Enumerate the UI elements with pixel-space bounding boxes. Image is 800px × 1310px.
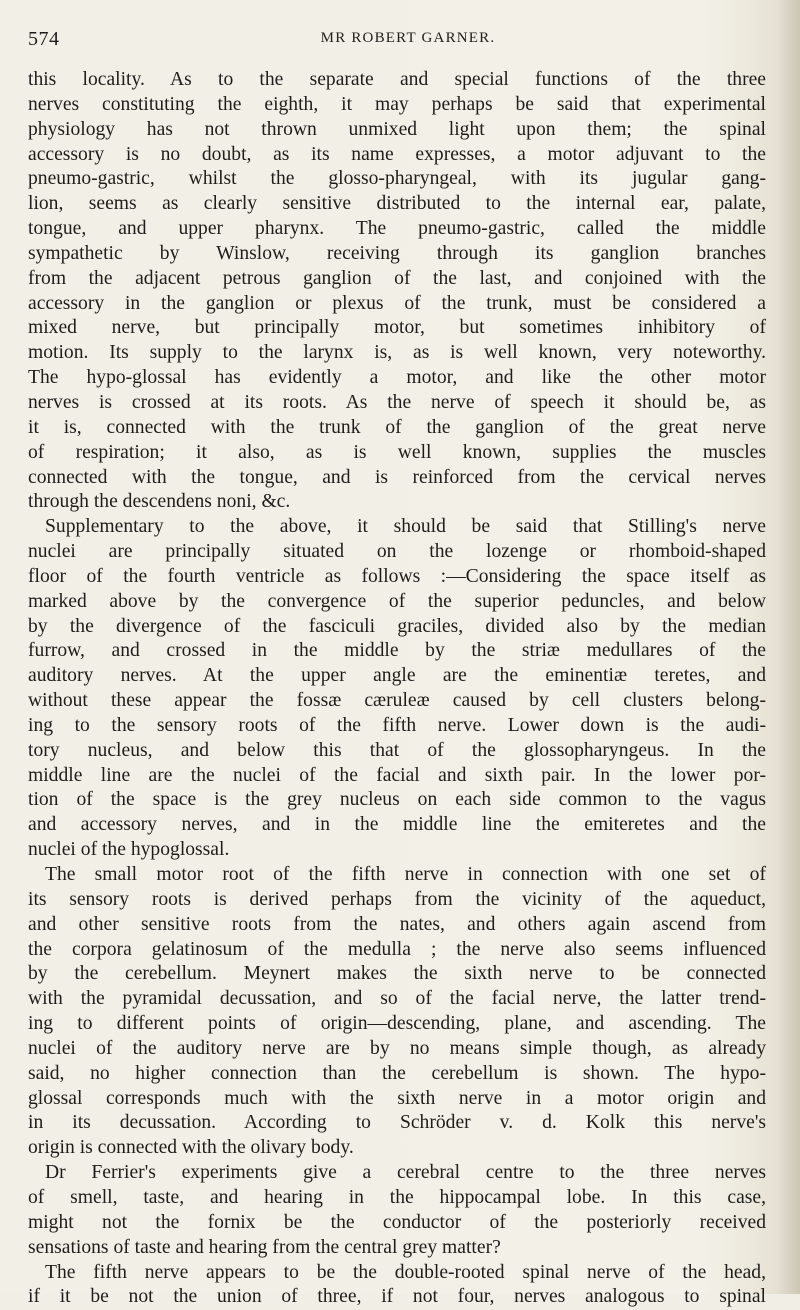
text-line: motion. Its supply to the larynx is, as is well known, very noteworthy. [28, 342, 766, 364]
text-line: nuclei of the hypoglossal. [28, 839, 230, 861]
text-line: tory nucleus, and below this that of the glossopharyngeus. In the [28, 739, 766, 761]
text-line: and other sensitive roots from the nates, and others again ascend from [28, 913, 766, 935]
body-text [28, 68, 766, 1310]
text-line: sensations of taste and hearing from the central grey matter? [28, 1236, 501, 1258]
text-line: ing to the sensory roots of the fifth nerve. Lower down is the audi- [28, 714, 766, 736]
text-line: from the adjacent petrous ganglion of the last, and conjoined with the [28, 267, 766, 289]
text-line: accessory in the ganglion or plexus of the trunk, must be considered a [28, 292, 766, 314]
text-line: by the cerebellum. Meynert makes the sixth nerve to be connected [28, 963, 766, 985]
text-line: if it be not the union of three, if not four, nerves analogous to spinal [28, 1286, 766, 1308]
text-line: tion of the space is the grey nucleus on each side common to the vagus [28, 789, 766, 811]
text-line: nuclei are principally situated on the lozenge or rhomboid-shaped [28, 541, 766, 563]
text-line: in its decussation. According to Schröder v. d. Kolk this nerve's [28, 1112, 766, 1134]
text-line: pneumo-gastric, whilst the glosso-pharyngeal, with its jugular gang- [28, 168, 766, 190]
text-line: physiology has not thrown unmixed light upon them; the spinal [28, 118, 766, 140]
running-head: MR ROBERT GARNER. [320, 30, 496, 46]
text-line: this locality. As to the separate and special functions of the three [28, 69, 766, 90]
paragraph-start: Dr Ferrier's experiments give a cerebral centre to the three nerves [45, 1162, 766, 1184]
text-line: furrow, and crossed in the middle by the striæ medullares of the [28, 640, 766, 662]
paragraph-start: The small motor root of the fifth nerve in connection with one set of [45, 864, 766, 885]
page-header [28, 28, 768, 54]
text-line: and accessory nerves, and in the middle line the emiteretes and the [28, 814, 766, 836]
text-line: nuclei of the auditory nerve are by no means simple though, as already [28, 1037, 766, 1059]
text-line: said, no higher connection than the cerebellum is shown. The hypo- [28, 1062, 766, 1084]
paragraph-start: The fifth nerve appears to be the double-rooted spinal nerve of the head, [45, 1261, 766, 1283]
text-line: it is, connected with the trunk of the ganglion of the great nerve [28, 416, 766, 438]
text-line: nerves constituting the eighth, it may perhaps be said that experimental [28, 93, 766, 115]
text-line: middle line are the nuclei of the facial and sixth pair. In the lower por- [28, 764, 766, 786]
text-line: its sensory roots is derived perhaps from the vicinity of the aqueduct, [28, 888, 766, 910]
page-edge-shadow [778, 0, 800, 1294]
text-line: nerves is crossed at its roots. As the nerve of speech it should be, as [28, 391, 766, 413]
paragraph-start: Supplementary to the above, it should be said that Stilling's nerve [45, 516, 766, 538]
text-line: The hypo-glossal has evidently a motor, and like the other motor [28, 367, 766, 389]
text-line: auditory nerves. At the upper angle are the eminentiæ teretes, and [28, 665, 766, 687]
text-line: through the descendens noni, &c. [28, 491, 291, 513]
text-line: mixed nerve, but principally motor, but sometimes inhibitory of [28, 317, 766, 339]
text-line: floor of the fourth ventricle as follows :—Considering the space itself as [28, 565, 766, 587]
text-line: with the pyramidal decussation, and so of the facial nerve, the latter trend- [28, 988, 766, 1010]
text-line: sympathetic by Winslow, receiving through its ganglion branches [28, 242, 766, 264]
text-line: might not the fornix be the conductor of the posteriorly received [28, 1211, 766, 1233]
text-line: tongue, and upper pharynx. The pneumo-gastric, called the middle [28, 218, 766, 240]
text-line: of smell, taste, and hearing in the hippocampal lobe. In this case, [28, 1186, 766, 1208]
page-number: 574 [28, 28, 60, 50]
text-line: ing to different points of origin—descending, plane, and ascending. The [28, 1013, 766, 1035]
text-line: origin is connected with the olivary body. [28, 1137, 354, 1159]
text-line: lion, seems as clearly sensitive distributed to the internal ear, palate, [28, 193, 766, 215]
text-line: accessory is no doubt, as its name expresses, a motor adjuvant to the [28, 143, 766, 165]
text-line: connected with the tongue, and is reinforced from the cervical nerves [28, 466, 766, 488]
text-line: marked above by the convergence of the superior peduncles, and below [28, 590, 766, 612]
text-line: the corpora gelatinosum of the medulla ; the nerve also seems influenced [28, 938, 766, 960]
text-line: of respiration; it also, as is well known, supplies the muscles [28, 441, 766, 463]
text-line: glossal corresponds much with the sixth nerve in a motor origin and [28, 1087, 766, 1109]
text-line: without these appear the fossæ cæruleæ caused by cell clusters belong- [28, 690, 766, 712]
text-line: by the divergence of the fasciculi graciles, divided also by the median [28, 615, 766, 637]
